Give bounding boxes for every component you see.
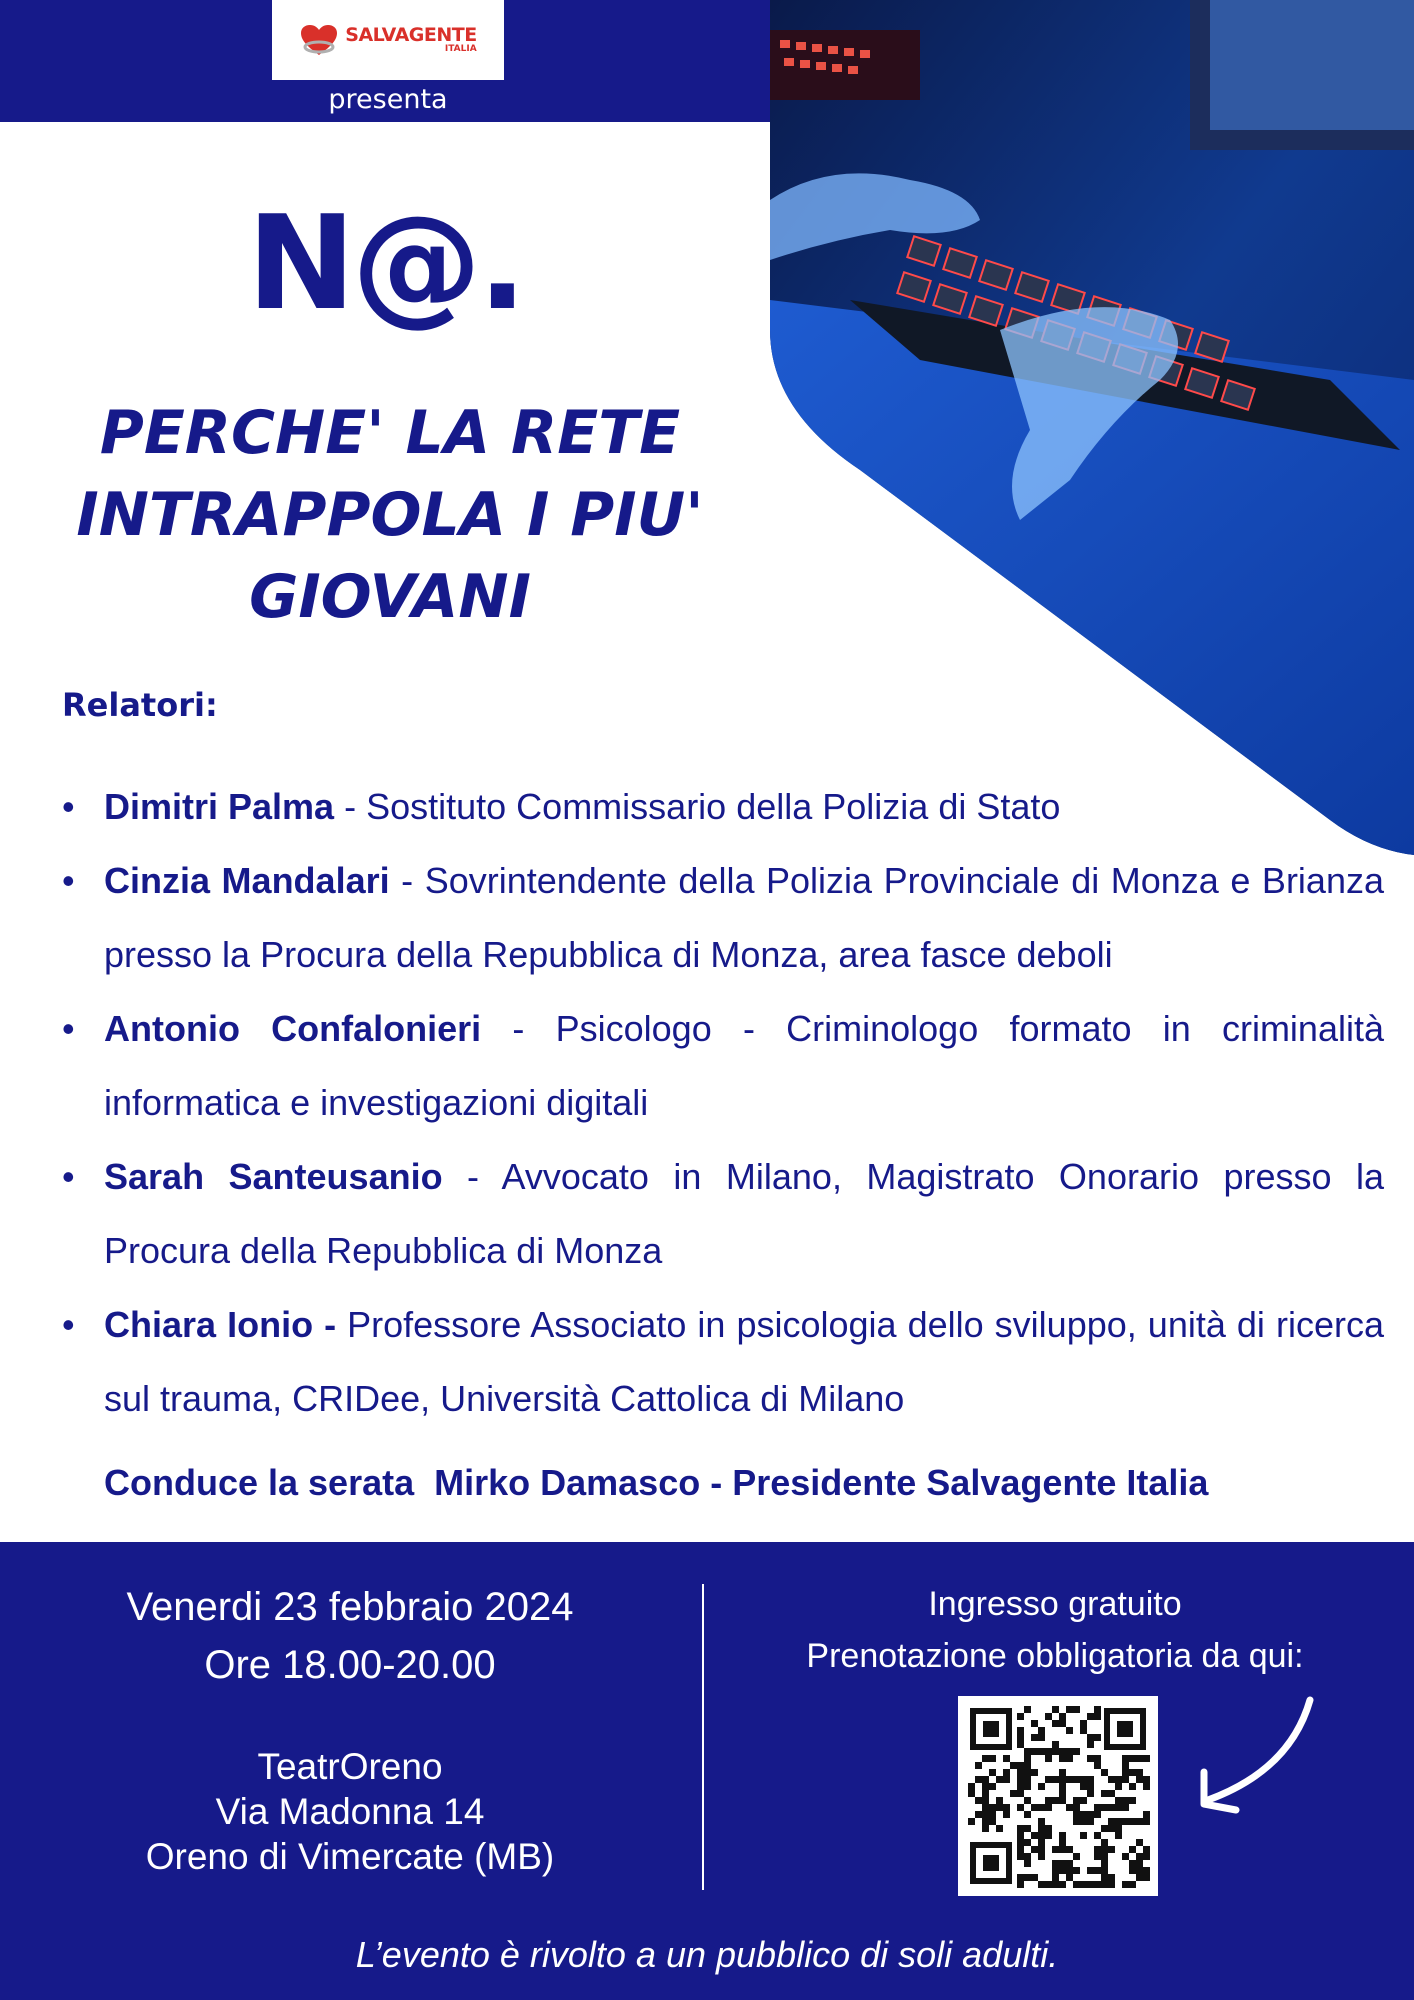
speaker-separator: - bbox=[442, 1156, 502, 1197]
presenta-label: presenta bbox=[328, 84, 448, 115]
headline bbox=[40, 392, 740, 638]
bullet-icon: • bbox=[62, 786, 75, 827]
keyboard-photo bbox=[770, 0, 1414, 855]
headline-line: GIOVANI bbox=[249, 562, 531, 632]
entry-text: Ingresso gratuito bbox=[928, 1585, 1182, 1623]
event-date: Venerdi 23 febbraio 2024 bbox=[126, 1585, 574, 1629]
speaker-name: Cinzia Mandalari bbox=[104, 860, 390, 901]
event-info-footer bbox=[0, 1542, 1414, 2000]
speaker-item bbox=[62, 992, 1384, 1140]
speaker-description: Professore Associato in psicologia dello sviluppo, unità di ricerca sul trauma, CRIDee, Università Cattolica di Milano bbox=[104, 1304, 1384, 1419]
speaker-name: Dimitri Palma bbox=[104, 786, 335, 827]
speaker-item bbox=[62, 1288, 1384, 1436]
speaker-description: Sovrintendente della Polizia Provinciale di Monza e Brianza presso la Procura della Repubblica di Monza, area fasce deboli bbox=[104, 860, 1384, 975]
booking-text: Prenotazione obbligatoria da qui: bbox=[806, 1637, 1304, 1675]
booking-block bbox=[740, 1578, 1370, 1682]
speaker-separator: - bbox=[389, 860, 425, 901]
bullet-icon: • bbox=[62, 1304, 75, 1345]
venue-line: TeatrOreno bbox=[257, 1746, 443, 1787]
speaker-description: Avvocato in Milano, Magistrato Onorario presso la Procura della Repubblica di Monza bbox=[104, 1156, 1384, 1271]
speaker-name: Antonio Confalonieri bbox=[104, 1008, 482, 1049]
event-logo-title: N@. bbox=[246, 187, 524, 339]
venue-line: Via Madonna 14 bbox=[215, 1791, 485, 1832]
event-time: Ore 18.00-20.00 bbox=[204, 1643, 496, 1687]
bullet-icon: • bbox=[62, 860, 75, 901]
qr-code-icon[interactable] bbox=[958, 1696, 1158, 1896]
date-venue-block bbox=[60, 1578, 640, 1879]
speaker-separator: - bbox=[481, 1008, 556, 1049]
host-line: Conduce la serata Mirko Damasco - Presidente Salvagente Italia bbox=[104, 1462, 1209, 1503]
speaker-item bbox=[62, 770, 1384, 844]
adults-only-note: L’evento è rivolto a un pubblico di soli adulti. bbox=[355, 1934, 1059, 1975]
speaker-description: Psicologo - Criminologo formato in criminalità informatica e investigazioni digitali bbox=[104, 1008, 1384, 1123]
speakers-heading: Relatori: bbox=[62, 686, 218, 724]
heart-lifebuoy-icon bbox=[299, 23, 339, 57]
logo-text: SALVAGENTE bbox=[345, 24, 477, 46]
speaker-separator: - bbox=[334, 786, 367, 827]
venue-line: Oreno di Vimercate (MB) bbox=[145, 1836, 555, 1877]
speaker-description: Sostituto Commissario della Polizia di Stato bbox=[366, 786, 1061, 827]
venue-address bbox=[60, 1744, 640, 1879]
headline-line: INTRAPPOLA I PIU' bbox=[76, 480, 704, 550]
speaker-name: Sarah Santeusanio bbox=[104, 1156, 443, 1197]
speaker-name: Chiara Ionio - bbox=[104, 1304, 337, 1345]
arrow-pointing-icon bbox=[1180, 1680, 1330, 1830]
salvagente-logo[interactable] bbox=[272, 0, 504, 80]
logo-subtext: ITALIA bbox=[444, 44, 477, 54]
divider bbox=[702, 1584, 704, 1890]
headline-line: PERCHE' LA RETE bbox=[99, 398, 681, 468]
speaker-item bbox=[62, 1140, 1384, 1288]
bullet-icon: • bbox=[62, 1156, 75, 1197]
bullet-icon: • bbox=[62, 1008, 75, 1049]
speaker-list bbox=[62, 770, 1384, 1436]
speaker-separator bbox=[336, 1304, 347, 1345]
speaker-item bbox=[62, 844, 1384, 992]
